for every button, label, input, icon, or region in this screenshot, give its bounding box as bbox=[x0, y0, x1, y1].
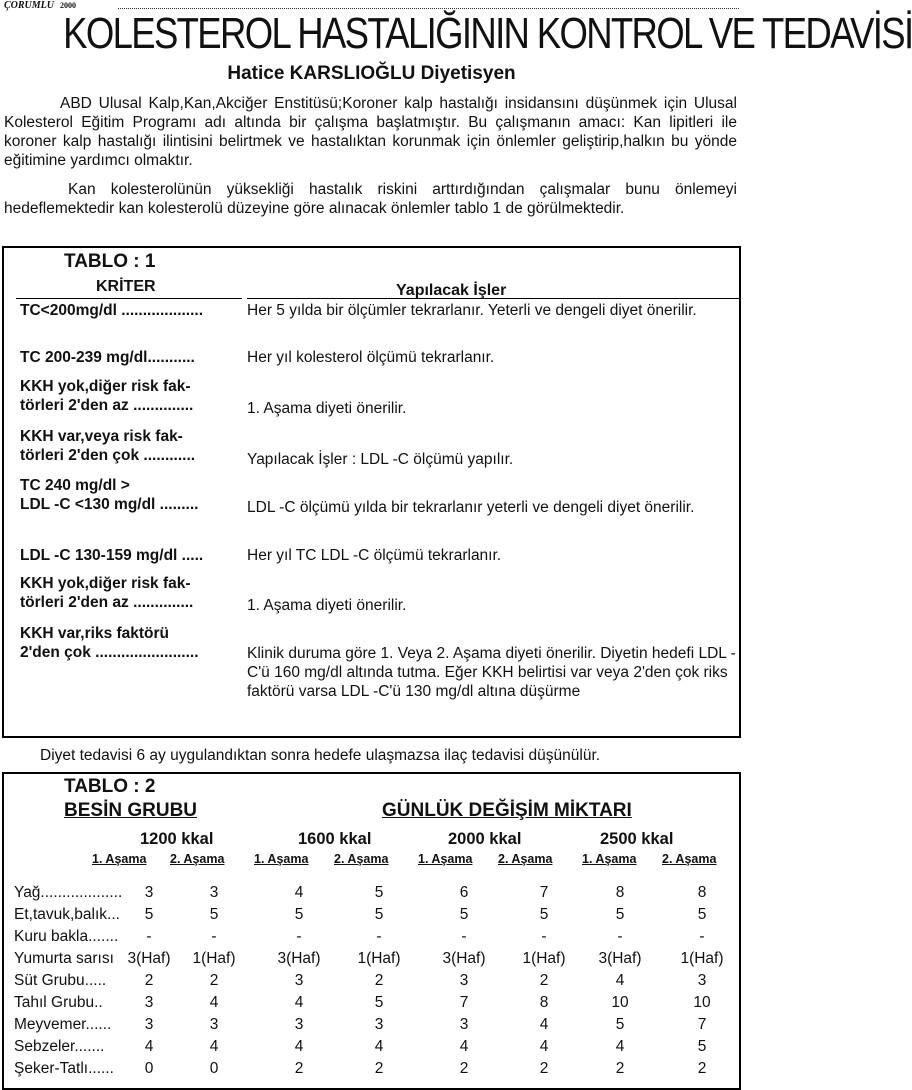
food-group-name: Süt Grubu..... bbox=[14, 972, 107, 989]
stage-1-2500: 1. Aşama bbox=[582, 852, 637, 866]
stage-1-1200: 1. Aşama bbox=[92, 852, 147, 866]
exchange-value-cell: 10 bbox=[693, 994, 711, 1011]
exchange-value-cell: - bbox=[461, 928, 467, 945]
t1-row-5-action: LDL -C ölçümü yılda bir tekrarlanır yeterli ve dengeli diyet önerilir. bbox=[247, 499, 695, 516]
exchange-value-cell: 2 bbox=[539, 972, 549, 989]
exchange-value-cell: 4 bbox=[294, 884, 304, 901]
stage-1-2000: 1. Aşama bbox=[418, 852, 473, 866]
transition-paragraph: Diyet tedavisi 6 ay uygulandıktan sonra hedefe ulaşmazsa ilaç tedavisi düşünülür. bbox=[40, 747, 601, 764]
exchange-value-cell: 3 bbox=[209, 1016, 219, 1033]
table-2-amount-header: GÜNLÜK DEĞİŞİM MİKTARI bbox=[382, 800, 632, 821]
exchange-value-cell: 3(Haf) bbox=[127, 950, 171, 967]
exchange-value-cell: 4 bbox=[294, 994, 304, 1011]
page-title: KOLESTEROL HASTALIĞININ KONTROL VE TEDAVİSİ bbox=[63, 9, 912, 58]
table-1-box bbox=[2, 246, 741, 738]
exchange-value-cell: 10 bbox=[611, 994, 629, 1011]
t1-row-7-action: 1. Aşama diyeti önerilir. bbox=[247, 597, 407, 614]
stage-2-1200: 2. Aşama bbox=[170, 852, 225, 866]
t1-row-8-action: Klinik duruma göre 1. Veya 2. Aşama diyeti önerilir. Diyetin hedefi LDL - C'ü 160 mg/dl altında tutma. Eğer KKH belirtisi var veya 2'den çok riks faktörü varsa LDL -C'ü 130 mg/dl altına düşürme bbox=[247, 645, 736, 700]
exchange-value-cell: 4 bbox=[294, 1038, 304, 1055]
exchange-value-cell: 4 bbox=[539, 1038, 549, 1055]
table-2-box bbox=[2, 772, 741, 1090]
exchange-value-cell: 3 bbox=[144, 994, 154, 1011]
exchange-value-cell: 4 bbox=[209, 994, 219, 1011]
t1-row-3-action: 1. Aşama diyeti önerilir. bbox=[247, 400, 407, 417]
stage-2-2500: 2. Aşama bbox=[662, 852, 717, 866]
exchange-value-cell: 5 bbox=[459, 906, 469, 923]
table-2-group-header: BESİN GRUBU bbox=[64, 800, 198, 821]
exchange-value-cell: 3(Haf) bbox=[598, 950, 642, 967]
exchange-value-cell: 2 bbox=[209, 972, 219, 989]
t1-row-8-criteria: KKH var,riks faktörü 2'den çok ........................ bbox=[20, 625, 199, 661]
t1-row-4-criteria: KKH var,veya risk fak- törleri 2'den çok ............ bbox=[20, 428, 196, 464]
exchange-value-cell: 7 bbox=[539, 884, 549, 901]
t1-row-2-action: Her yıl kolesterol ölçümü tekrarlanır. bbox=[247, 349, 495, 366]
food-group-name: Et,tavuk,balık... bbox=[14, 906, 120, 923]
t1-row-1-action: Her 5 yılda bir ölçümler tekrarlanır. Yeterli ve dengeli diyet önerilir. bbox=[247, 302, 697, 319]
exchange-value-cell: - bbox=[541, 928, 547, 945]
food-group-name: Yumurta sarısı bbox=[14, 950, 114, 967]
exchange-value-cell: 5 bbox=[144, 906, 154, 923]
exchange-value-cell: - bbox=[376, 928, 382, 945]
kcal-1200: 1200 kkal bbox=[140, 830, 214, 848]
exchange-value-cell: 5 bbox=[615, 1016, 625, 1033]
table-1-criteria-rule bbox=[16, 298, 242, 299]
food-group-name: Meyvemer...... bbox=[14, 1016, 112, 1033]
table-1-actions-rule bbox=[247, 298, 741, 299]
exchange-value-cell: 1(Haf) bbox=[522, 950, 566, 967]
exchange-value-cell: 5 bbox=[294, 906, 304, 923]
exchange-value-cell: 4 bbox=[539, 1016, 549, 1033]
exchange-value-cell: 1(Haf) bbox=[192, 950, 236, 967]
kcal-2500: 2500 kkal bbox=[600, 830, 674, 848]
table-2-label: TABLO : 2 bbox=[64, 776, 156, 797]
t1-row-4-action: Yapılacak İşler : LDL -C ölçümü yapılır. bbox=[247, 451, 514, 468]
exchange-value-cell: 3 bbox=[374, 1016, 384, 1033]
kcal-1600: 1600 kkal bbox=[298, 830, 372, 848]
food-group-name: Şeker-Tatlı...... bbox=[14, 1060, 114, 1077]
source-name: ÇORUMLU bbox=[4, 0, 55, 11]
exchange-value-cell: 8 bbox=[539, 994, 549, 1011]
stage-2-2000: 2. Aşama bbox=[498, 852, 553, 866]
exchange-value-cell: 4 bbox=[374, 1038, 384, 1055]
source-year: 2000 bbox=[60, 1, 77, 10]
exchange-value-cell: 4 bbox=[459, 1038, 469, 1055]
exchange-value-cell: 8 bbox=[615, 884, 625, 901]
exchange-value-cell: 1(Haf) bbox=[357, 950, 401, 967]
stage-1-1600: 1. Aşama bbox=[254, 852, 309, 866]
t1-row-6-action: Her yıl TC LDL -C ölçümü tekrarlanır. bbox=[247, 547, 502, 564]
exchange-value-cell: 3 bbox=[459, 1016, 469, 1033]
exchange-value-cell: - bbox=[699, 928, 705, 945]
exchange-value-cell: 5 bbox=[615, 906, 625, 923]
stage-2-1600: 2. Aşama bbox=[334, 852, 389, 866]
t1-row-6-criteria: LDL -C 130-159 mg/dl ..... bbox=[20, 547, 204, 564]
t1-row-7-criteria: KKH yok,diğer risk fak- törleri 2'den az .............. bbox=[20, 575, 194, 611]
exchange-value-cell: - bbox=[146, 928, 152, 945]
table-1-label: TABLO : 1 bbox=[64, 251, 156, 272]
exchange-value-cell: 3(Haf) bbox=[277, 950, 321, 967]
exchange-value-cell: 7 bbox=[697, 1016, 707, 1033]
exchange-value-cell: 5 bbox=[374, 884, 384, 901]
exchange-value-cell: 2 bbox=[144, 972, 154, 989]
t1-row-3-criteria: KKH yok,diğer risk fak- törleri 2'den az .............. bbox=[20, 378, 194, 414]
intro-paragraph-1: ABD Ulusal Kalp,Kan,Akciğer Enstitüsü;Koroner kalp hastalığı insidansını düşünmek için Ulusal Kolesterol Eğitim Programı adı altında bir çalışma başlatmıştır. Bu çalışmanın amacı: Kan lipitleri ile koroner kalp hastalığı ilintisini belirtmek ve hastalıktan korunmak için önlemler geliştirip,halkın bu yönde eğitimine yardımcı olmaktır. bbox=[4, 95, 737, 169]
exchange-value-cell: 3 bbox=[144, 884, 154, 901]
exchange-value-cell: 2 bbox=[697, 1060, 707, 1077]
exchange-value-cell: 2 bbox=[539, 1060, 549, 1077]
exchange-value-cell: 4 bbox=[144, 1038, 154, 1055]
exchange-value-cell: 5 bbox=[539, 906, 549, 923]
table-1-criteria-header: KRİTER bbox=[96, 278, 156, 295]
exchange-value-cell: 3 bbox=[209, 884, 219, 901]
exchange-value-cell: 8 bbox=[697, 884, 707, 901]
exchange-value-cell: 2 bbox=[374, 1060, 384, 1077]
t1-row-2-criteria: TC 200-239 mg/dl........... bbox=[20, 349, 195, 366]
author-line: Hatice KARSLIOĞLU Diyetisyen bbox=[227, 63, 516, 84]
exchange-value-cell: 2 bbox=[459, 1060, 469, 1077]
food-group-name: Tahıl Grubu.. bbox=[14, 994, 103, 1011]
exchange-value-cell: 0 bbox=[209, 1060, 219, 1077]
exchange-value-cell: 5 bbox=[697, 906, 707, 923]
exchange-value-cell: 3 bbox=[294, 1016, 304, 1033]
exchange-value-cell: 2 bbox=[615, 1060, 625, 1077]
exchange-value-cell: 1(Haf) bbox=[680, 950, 724, 967]
food-group-name: Sebzeler....... bbox=[14, 1038, 105, 1055]
intro-paragraph-2: Kan kolesterolünün yüksekliği hastalık riskini arttırdığından çalışmalar bunu önlemeyi hedeflemektedir kan kolesterolü düzeyine göre alınacak önlemler tablo 1 de görülmektedir. bbox=[4, 181, 737, 217]
exchange-value-cell: 5 bbox=[209, 906, 219, 923]
t1-row-5-criteria: TC 240 mg/dl > LDL -C <130 mg/dl ......... bbox=[20, 477, 199, 513]
exchange-value-cell: 5 bbox=[697, 1038, 707, 1055]
exchange-value-cell: 6 bbox=[459, 884, 469, 901]
exchange-value-cell: 5 bbox=[374, 906, 384, 923]
exchange-value-cell: 4 bbox=[615, 972, 625, 989]
exchange-value-cell: 2 bbox=[294, 1060, 304, 1077]
food-group-name: Yağ................... bbox=[14, 884, 123, 901]
exchange-value-cell: 3 bbox=[294, 972, 304, 989]
kcal-2000: 2000 kkal bbox=[448, 830, 522, 848]
exchange-value-cell: 2 bbox=[374, 972, 384, 989]
exchange-value-cell: 0 bbox=[144, 1060, 154, 1077]
exchange-value-cell: - bbox=[617, 928, 623, 945]
exchange-value-cell: 3 bbox=[144, 1016, 154, 1033]
exchange-value-cell: 3 bbox=[697, 972, 707, 989]
exchange-value-cell: 4 bbox=[209, 1038, 219, 1055]
exchange-value-cell: 3 bbox=[459, 972, 469, 989]
table-1-actions-header: Yapılacak İşler bbox=[396, 282, 507, 299]
food-group-name: Kuru bakla....... bbox=[14, 928, 119, 945]
exchange-value-cell: 7 bbox=[459, 994, 469, 1011]
exchange-value-cell: 5 bbox=[374, 994, 384, 1011]
t1-row-1-criteria: TC<200mg/dl ................... bbox=[20, 302, 204, 319]
exchange-value-cell: 3(Haf) bbox=[442, 950, 486, 967]
exchange-value-cell: - bbox=[211, 928, 217, 945]
exchange-value-cell: 4 bbox=[615, 1038, 625, 1055]
exchange-value-cell: - bbox=[296, 928, 302, 945]
